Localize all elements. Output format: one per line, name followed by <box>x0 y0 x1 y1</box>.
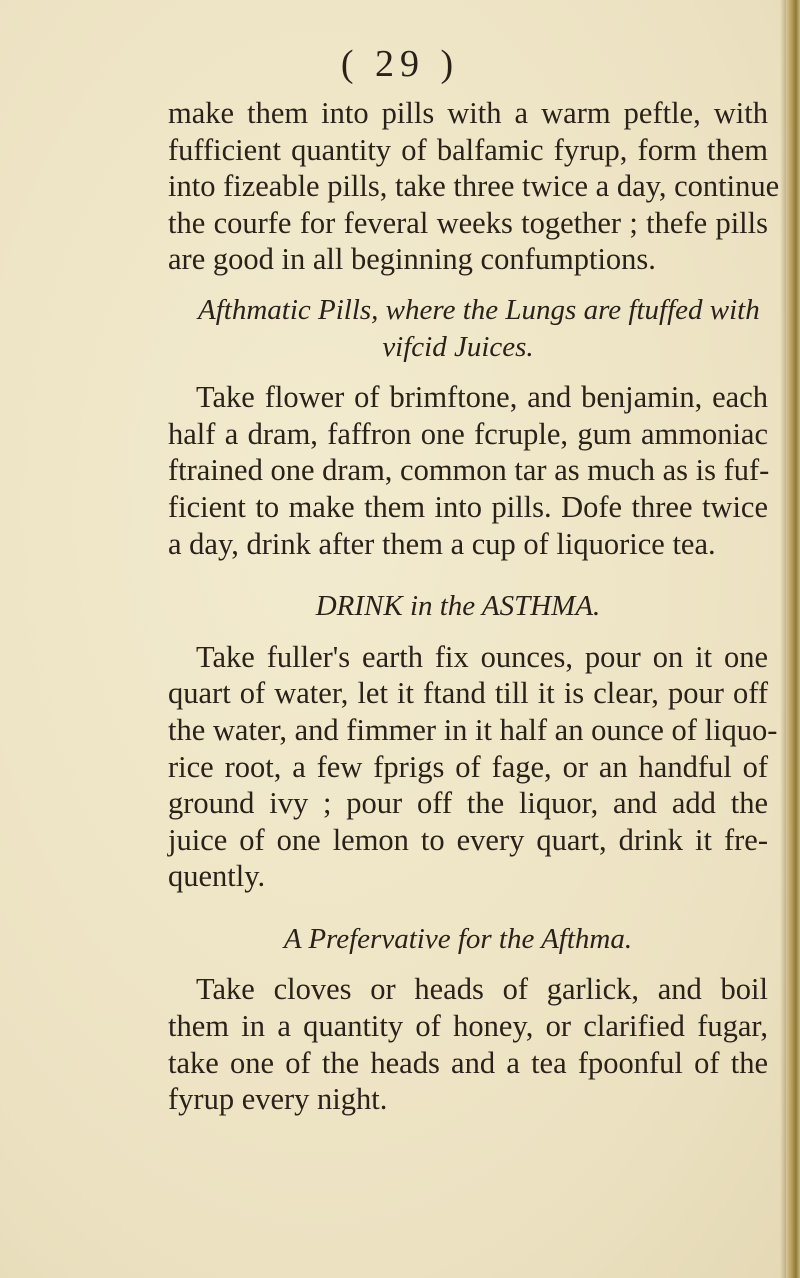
text-line: Take cloves or heads of garlick, and boil <box>196 972 768 1007</box>
text-line: half a dram, faffron one fcruple, gum ammoniac <box>168 416 768 451</box>
paragraph-asthmatic-pills <box>168 379 768 562</box>
text-line: ficient to make them into pills. Dofe three twice <box>168 489 768 524</box>
text-line: fyrup every night. <box>168 1082 388 1117</box>
text-line: fufficient quantity of balfamic fyrup, form them <box>168 132 768 167</box>
text-line: them in a quantity of honey, or clarified fugar, <box>168 1009 768 1044</box>
heading-line: Afthmatic Pills, where the Lungs are ftuffed with <box>198 293 760 326</box>
text-line: are good in all beginning confumptions. <box>168 242 656 277</box>
text-line: quently. <box>168 859 266 894</box>
section-heading-asthmatic-pills <box>168 292 768 365</box>
text-line: ftrained one dram, common tar as much as is fuf- <box>168 453 770 488</box>
heading-line: vifcid Juices. <box>382 330 534 363</box>
text-line: into fizeable pills, take three twice a day, continue <box>168 169 780 204</box>
section-heading-preservative: A Prefervative for the Afthma. <box>283 922 633 955</box>
text-line: make them into pills with a warm peftle, with <box>168 96 768 130</box>
text-line: juice of one lemon to every quart, drink it fre- <box>168 822 768 857</box>
text-line: take one of the heads and a tea fpoonful of the <box>168 1045 768 1080</box>
text-line: ground ivy ; pour off the liquor, and add the <box>168 786 768 821</box>
book-spine-edge <box>786 0 800 1278</box>
text-line: quart of water, let it ftand till it is clear, pour off <box>168 676 768 711</box>
page-text <box>168 95 780 1118</box>
text-line: the water, and fimmer in it half an ounce of liquo- <box>168 712 778 747</box>
text-line: Take flower of brimftone, and benjamin, each <box>196 380 768 415</box>
section-heading-drink: DRINK in the ASTHMA. <box>315 590 601 623</box>
text-line: rice root, a few fprigs of fage, or an handful of <box>168 749 768 784</box>
text-line: Take fuller's earth fix ounces, pour on it one <box>196 639 768 674</box>
text-line: a day, drink after them a cup of liquorice tea. <box>168 526 716 561</box>
paragraph-preservative <box>168 971 768 1117</box>
page-number: ( 29 ) <box>340 43 460 85</box>
paragraph-continuation <box>168 95 780 278</box>
paragraph-drink <box>168 639 778 895</box>
text-line: the courfe for feveral weeks together ; thefe pills <box>168 205 768 240</box>
